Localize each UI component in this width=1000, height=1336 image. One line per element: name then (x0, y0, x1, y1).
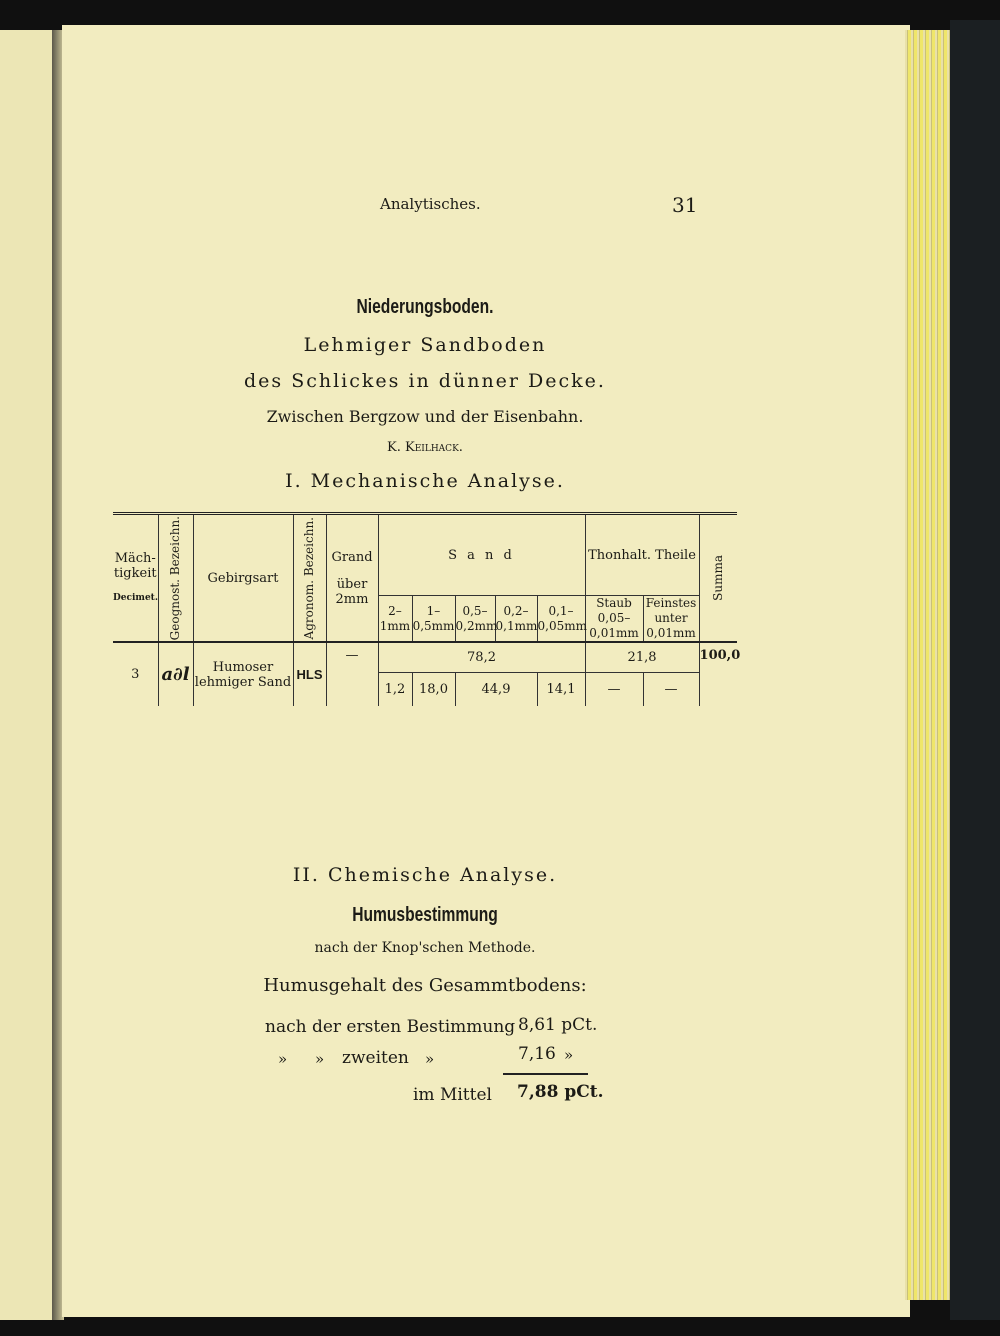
line1-value: 8,61 pCt. (518, 1015, 598, 1035)
cell-summa: 100,0 (699, 642, 737, 706)
section-title: Niederungsboden. (356, 296, 494, 318)
cell-agronom: HLS (293, 642, 326, 706)
cell-thonhalt-total: 21,8 (585, 642, 699, 672)
cell-feinstes: — (643, 672, 699, 706)
header-agronom: Agronom. Bezeichn. (302, 516, 316, 640)
section-subtitle-1: Lehmiger Sandboden (303, 334, 547, 356)
header-summa: Summa (710, 555, 725, 601)
cell-sand-total: 78,2 (378, 642, 585, 672)
header-sand-col-3: 0,5–0,2mm (455, 596, 495, 643)
cell-sand-4: 14,1 (537, 672, 585, 706)
header-sand-col-2: 1–0,5mm (412, 596, 455, 643)
author-line: K. Keilhack. (387, 440, 463, 455)
line1-label: nach der ersten Bestimmung (265, 1017, 516, 1037)
header-decimet: Decimet. (113, 592, 158, 603)
location-line: Zwischen Bergzow und der Eisenbahn. (266, 407, 584, 426)
header-staub-sub: 0,05–0,01mm (589, 611, 639, 640)
book-cover (950, 20, 1000, 1320)
mechanical-heading: I. Mechanische Analyse. (285, 470, 565, 492)
header-sand-col-4: 0,2–0,1mm (495, 596, 537, 643)
mean-label: im Mittel (413, 1085, 492, 1105)
header-sand: S a n d (378, 514, 585, 596)
header-geognost: Geognost. Bezeichn. (168, 515, 182, 641)
line2-ditto-unit: » (564, 1046, 574, 1064)
page-number: 31 (672, 193, 698, 217)
header-sand-col-1: 2–1mm (378, 596, 412, 643)
cell-sand-2: 18,0 (412, 672, 455, 706)
header-sand-col-5: 0,1–0,05mm (537, 596, 585, 643)
sum-rule (503, 1073, 588, 1075)
header-grand-sub: über 2mm (335, 576, 369, 607)
line2-ditto-3: » (425, 1050, 435, 1068)
header-feinstes: Feinstes (645, 596, 697, 610)
left-page-edge (0, 30, 55, 1320)
cell-staub: — (585, 672, 643, 706)
line2-ditto-2: » (315, 1050, 325, 1068)
header-feinstes-sub: unter 0,01mm (646, 611, 696, 640)
mechanical-analysis-table (113, 512, 741, 706)
cell-sand-3: 44,9 (455, 672, 537, 706)
chemical-subheading: Humusbestimmung (352, 904, 498, 926)
header-grand: Grand (331, 549, 373, 565)
cell-sand-1: 1,2 (378, 672, 412, 706)
cell-gebirgsart: Humoser lehmiger Sand (193, 642, 293, 706)
running-head-title: Analytisches. (380, 195, 481, 213)
line2-value: 7,16 (518, 1044, 556, 1064)
humus-label: Humusgehalt des Gesammtbodens: (263, 975, 587, 996)
section-subtitle-2: des Schlickes in dünner Decke. (244, 370, 606, 392)
method-line: nach der Knop'schen Methode. (314, 940, 536, 956)
page-edges (905, 30, 950, 1300)
cell-geognost: a∂l (158, 642, 193, 706)
header-gebirgsart: Gebirgsart (193, 514, 293, 643)
line2-label: zweiten (342, 1048, 409, 1068)
header-maechtigkeit: Mäch-tigkeit (113, 550, 157, 581)
chemical-heading: II. Chemische Analyse. (292, 864, 558, 886)
line2-ditto-1: » (278, 1050, 288, 1068)
cell-grand: — (326, 642, 378, 706)
mean-value: 7,88 pCt. (517, 1082, 604, 1102)
cell-maechtigkeit: 3 (113, 642, 158, 706)
header-thonhalt: Thonhalt. Theile (585, 514, 699, 596)
header-staub: Staub (596, 596, 632, 610)
